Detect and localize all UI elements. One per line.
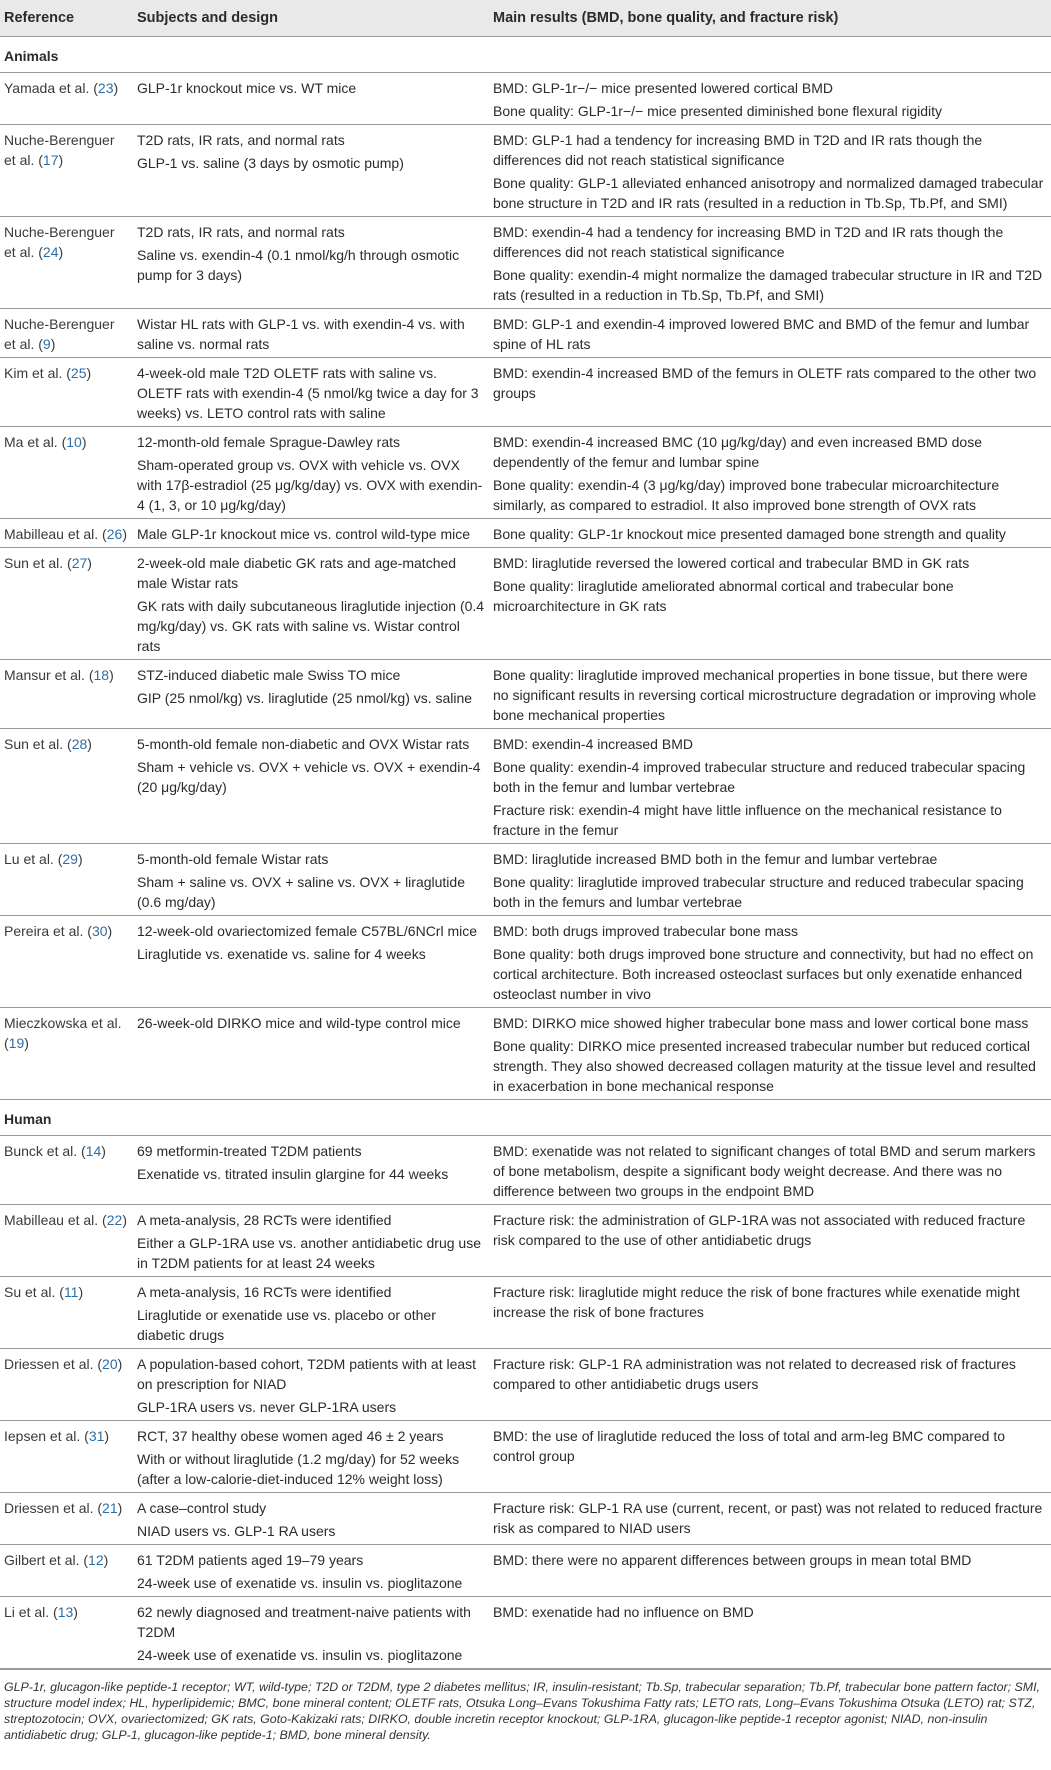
design-cell [133, 427, 489, 519]
results-cell [489, 844, 1051, 916]
results-cell [489, 729, 1051, 844]
reference-author: Sun et al. [4, 555, 64, 571]
design-line: GLP-1RA users vs. never GLP-1RA users [137, 1399, 397, 1415]
design-cell [133, 125, 489, 217]
design-line: Liraglutide vs. exenatide vs. saline for 4 weeks [137, 946, 426, 962]
reference-cell: Nuche-Berenguer et al. (9) [0, 309, 133, 358]
citation-link[interactable]: 22 [106, 1212, 123, 1228]
result-line: Bone quality: GLP-1r−/− mice presented diminished bone flexural rigidity [493, 103, 943, 119]
design-line: T2D rats, IR rats, and normal rats [137, 224, 345, 240]
result-line: BMD: exendin-4 increased BMC (10 μg/kg/day) and even increased BMD dose dependently of the femur and lumbar spine [493, 434, 982, 470]
citation-link[interactable]: 19 [8, 1035, 25, 1051]
result-line: BMD: exenatide had no influence on BMD [493, 1604, 754, 1620]
reference-cell: Gilbert et al. (12) [0, 1545, 133, 1597]
table-row [0, 1349, 1051, 1421]
result-line: Fracture risk: the administration of GLP-1RA was not associated with reduced fracture risk compared to the use of other antidiabetic drugs [493, 1212, 1026, 1248]
table-row [0, 1205, 1051, 1277]
design-line: GK rats with daily subcutaneous liraglutide injection (0.4 mg/kg/day) vs. GK rats with saline vs. Wistar control rats [137, 598, 485, 654]
result-line: BMD: GLP-1r−/− mice presented lowered cortical BMD [493, 80, 834, 96]
table-footnote: GLP-1r, glucagon-like peptide-1 receptor; WT, wild-type; T2D or T2DM, type 2 diabetes mellitus; IR, insulin-resistant; Tb.Sp, trabecular separation; Tb.Pf, trabecular bone pattern factor; SMI, structure model index; HL, hyperlipidemic; BMC, bone mineral content; OLETF rats, Otsuka Long–Evans Tokushima Fatty rats; LETO rats, Long–Evans Tokushima Otsuka (LETO) rat; STZ, streptozotocin; OVX, ovariectomized; GK rats, Goto-Kakizaki rats; DIRKO, double incretin receptor knockout; GLP-1RA, glucagon-like peptide-1 receptor agonist; NIAD, non-insulin antidiabetic drug; GLP-1, glucagon-like peptide-1; BMD, bone mineral density. [0, 1669, 1051, 1743]
design-line: 24-week use of exenatide vs. insulin vs. pioglitazone [137, 1575, 463, 1591]
results-cell [489, 1205, 1051, 1277]
design-cell [133, 729, 489, 844]
reference-author: Li et al. [4, 1604, 50, 1620]
results-cell [489, 1008, 1051, 1100]
reference-author: Lu et al. [4, 851, 54, 867]
results-cell [489, 548, 1051, 660]
result-line: Fracture risk: GLP-1 RA administration was not related to decreased risk of fractures compared to other antidiabetic drugs users [493, 1356, 1016, 1392]
citation-link[interactable]: 29 [62, 851, 78, 867]
result-line: Fracture risk: GLP-1 RA use (current, recent, or past) was not related to reduced fracture risk as compared to NIAD users [493, 1500, 1043, 1536]
reference-cell: Mansur et al. (18) [0, 660, 133, 729]
reference-author: Mieczkowska et al. [4, 1015, 122, 1031]
citation-link[interactable]: 21 [102, 1500, 118, 1516]
reference-cell: Driessen et al. (20) [0, 1349, 133, 1421]
design-line: Male GLP-1r knockout mice vs. control wild-type mice [137, 526, 470, 542]
table-row [0, 309, 1051, 358]
reference-author: Yamada et al. [4, 80, 90, 96]
design-line: 5-month-old female Wistar rats [137, 851, 329, 867]
table-row [0, 1545, 1051, 1597]
header-design: Subjects and design [133, 0, 489, 37]
reference-cell: Sun et al. (28) [0, 729, 133, 844]
results-cell [489, 1349, 1051, 1421]
design-line: 4-week-old male T2D OLETF rats with saline vs. OLETF rats with exendin-4 (5 nmol/kg twice a day for 3 weeks) vs. LETO control rats with saline [137, 365, 479, 421]
citation-link[interactable]: 26 [106, 526, 123, 542]
citation-link[interactable]: 12 [88, 1552, 104, 1568]
reference-author: Ma et al. [4, 434, 58, 450]
citation-link[interactable]: 25 [70, 365, 87, 381]
citation-link[interactable]: 30 [91, 923, 108, 939]
reference-author: Mabilleau et al. [4, 526, 99, 542]
header-reference: Reference [0, 0, 133, 37]
citation-link[interactable]: 27 [71, 555, 88, 571]
design-cell [133, 1205, 489, 1277]
design-line: NIAD users vs. GLP-1 RA users [137, 1523, 336, 1539]
result-line: Bone quality: both drugs improved bone structure and connectivity, but had no effect on cortical architecture. Both increased osteoclast surfaces but only exenatide enhanced osteoclast number in vivo [493, 946, 1034, 1002]
reference-cell: Li et al. (13) [0, 1597, 133, 1669]
reference-cell: Iepsen et al. (31) [0, 1421, 133, 1493]
reference-author: Driessen et al. [4, 1356, 94, 1372]
table-row [0, 548, 1051, 660]
result-line: BMD: exenatide was not related to significant changes of total BMD and serum markers of bone metabolism, despite a significant body weight decrease. And there was no difference between two groups in the endpoint BMD [493, 1143, 1036, 1199]
reference-author: Gilbert et al. [4, 1552, 80, 1568]
results-cell [489, 427, 1051, 519]
result-line: Bone quality: exendin-4 improved trabecular structure and reduced trabecular spacing both in the femur and lumbar vertebrae [493, 759, 1026, 795]
reference-author: Nuche-Berenguer et al. [4, 316, 115, 352]
design-line: A meta-analysis, 16 RCTs were identified [137, 1284, 392, 1300]
design-line: Either a GLP-1RA use vs. another antidiabetic drug use in T2DM patients for at least 24 weeks [137, 1235, 481, 1271]
design-line: 12-month-old female Sprague-Dawley rats [137, 434, 401, 450]
result-line: Bone quality: exendin-4 might normalize the damaged trabecular structure in IR and T2D rats (resulted in a reduction in Tb.Sp, Tb.Pf, and SMI) [493, 267, 1043, 303]
reference-cell: Su et al. (11) [0, 1277, 133, 1349]
table-row [0, 427, 1051, 519]
reference-author: Nuche-Berenguer et al. [4, 224, 115, 260]
reference-cell: Driessen et al. (21) [0, 1493, 133, 1545]
results-cell [489, 309, 1051, 358]
citation-link[interactable]: 24 [42, 244, 59, 260]
design-line: 5-month-old female non-diabetic and OVX Wistar rats [137, 736, 470, 752]
reference-cell: Ma et al. (10) [0, 427, 133, 519]
design-line: Liraglutide or exenatide use vs. placebo or other diabetic drugs [137, 1307, 436, 1343]
section-title: Animals [0, 37, 1051, 73]
design-line: 12-week-old ovariectomized female C57BL/6NCrl mice [137, 923, 478, 939]
reference-author: Mansur et al. [4, 667, 85, 683]
results-cell [489, 916, 1051, 1008]
design-cell [133, 660, 489, 729]
reference-cell: Bunck et al. (14) [0, 1136, 133, 1205]
results-cell [489, 1545, 1051, 1597]
table-row [0, 729, 1051, 844]
results-cell [489, 217, 1051, 309]
results-cell [489, 1277, 1051, 1349]
section-row [0, 1100, 1051, 1136]
design-line: GIP (25 nmol/kg) vs. liraglutide (25 nmol/kg) vs. saline [137, 690, 473, 706]
citation-link[interactable]: 28 [71, 736, 88, 752]
citation-link[interactable]: 23 [97, 80, 114, 96]
design-cell [133, 519, 489, 548]
result-line: Bone quality: liraglutide improved trabecular structure and reduced trabecular spacing both in the femurs and lumbar vertebrae [493, 874, 1024, 910]
result-line: Bone quality: GLP-1 alleviated enhanced anisotropy and normalized damaged trabecular bone structure in T2D and IR rats (resulted in a reduction in Tb.Sp, Tb.Pf, and SMI) [493, 175, 1044, 211]
design-line: Sham + vehicle vs. OVX + vehicle vs. OVX + exendin-4 (20 μg/kg/day) [137, 759, 481, 795]
reference-author: Iepsen et al. [4, 1428, 81, 1444]
design-line: GLP-1r knockout mice vs. WT mice [137, 80, 357, 96]
section-title: Human [0, 1100, 1051, 1136]
design-cell [133, 1277, 489, 1349]
citation-link[interactable]: 10 [66, 434, 82, 450]
result-line: Bone quality: DIRKO mice presented increased trabecular number but reduced cortical strength. They also showed decreased collagen maturity at the tissue level and resulted in exacerbation in bone mechanical response [493, 1038, 1036, 1094]
design-line: With or without liraglutide (1.2 mg/day) for 52 weeks (after a low-calorie-diet-induced 12% weight loss) [137, 1451, 460, 1487]
design-line: Sham + saline vs. OVX + saline vs. OVX + liraglutide (0.6 mg/day) [137, 874, 465, 910]
reference-author: Sun et al. [4, 736, 64, 752]
table-row [0, 844, 1051, 916]
table-row [0, 73, 1051, 125]
design-cell [133, 73, 489, 125]
result-line: Bone quality: liraglutide ameliorated abnormal cortical and trabecular bone microarchitecture in GK rats [493, 578, 954, 614]
design-line: 62 newly diagnosed and treatment-naive patients with T2DM [137, 1604, 471, 1640]
table-row [0, 660, 1051, 729]
citation-link[interactable]: 17 [42, 152, 59, 168]
result-line: Bone quality: liraglutide improved mechanical properties in bone tissue, but there were no significant results in reversing cortical microstructure degradation or improving whole bone mechanical properties [493, 667, 1037, 723]
citation-link[interactable]: 18 [93, 667, 110, 683]
result-line: BMD: GLP-1 had a tendency for increasing BMD in T2D and IR rats though the differences did not reach statistical significance [493, 132, 983, 168]
citation-link[interactable]: 11 [63, 1284, 79, 1300]
design-line: 69 metformin-treated T2DM patients [137, 1143, 362, 1159]
table-row [0, 1008, 1051, 1100]
results-cell [489, 73, 1051, 125]
design-cell [133, 1349, 489, 1421]
design-cell [133, 844, 489, 916]
design-line: 61 T2DM patients aged 19–79 years [137, 1552, 364, 1568]
results-cell [489, 1493, 1051, 1545]
reference-author: Driessen et al. [4, 1500, 94, 1516]
design-cell [133, 1421, 489, 1493]
reference-cell: Lu et al. (29) [0, 844, 133, 916]
design-line: Exenatide vs. titrated insulin glargine for 44 weeks [137, 1166, 449, 1182]
results-cell [489, 660, 1051, 729]
design-line: Saline vs. exendin-4 (0.1 nmol/kg/h through osmotic pump for 3 days) [137, 247, 460, 283]
table-header-row [0, 0, 1051, 37]
reference-author: Bunck et al. [4, 1143, 78, 1159]
table-row [0, 1597, 1051, 1669]
reference-cell: Yamada et al. (23) [0, 73, 133, 125]
table-body [0, 37, 1051, 1669]
result-line: Fracture risk: liraglutide might reduce the risk of bone fractures while exenatide might increase the risk of bone fractures [493, 1284, 1020, 1320]
design-line: Wistar HL rats with GLP-1 vs. with exendin-4 vs. with saline vs. normal rats [137, 316, 465, 352]
reference-cell: Nuche-Berenguer et al. (17) [0, 125, 133, 217]
reference-author: Nuche-Berenguer et al. [4, 132, 115, 168]
reference-author: Pereira et al. [4, 923, 84, 939]
design-line: Sham-operated group vs. OVX with vehicle vs. OVX with 17β-estradiol (25 μg/kg/day) vs. OVX with exendin-4 (1, 3, or 10 μg/kg/day) [137, 457, 483, 513]
design-line: A case–control study [137, 1500, 267, 1516]
design-line: 24-week use of exenatide vs. insulin vs. pioglitazone [137, 1647, 463, 1663]
design-cell [133, 1136, 489, 1205]
design-cell [133, 1493, 489, 1545]
design-line: T2D rats, IR rats, and normal rats [137, 132, 345, 148]
reference-cell: Pereira et al. (30) [0, 916, 133, 1008]
section-row [0, 37, 1051, 73]
design-cell [133, 1597, 489, 1669]
table-row [0, 1421, 1051, 1493]
design-cell [133, 1008, 489, 1100]
table-row [0, 1136, 1051, 1205]
results-cell [489, 1136, 1051, 1205]
header-results: Main results (BMD, bone quality, and fracture risk) [489, 0, 1051, 37]
citation-link[interactable]: 13 [57, 1604, 74, 1620]
citation-link[interactable]: 14 [85, 1143, 102, 1159]
design-cell [133, 1545, 489, 1597]
table-row [0, 916, 1051, 1008]
result-line: Bone quality: exendin-4 (3 μg/kg/day) improved bone trabecular microarchitecture similarly, as compared to estradiol. It also improved bone strength of OVX rats [493, 477, 1000, 513]
design-line: 26-week-old DIRKO mice and wild-type control mice [137, 1015, 461, 1031]
reference-author: Mabilleau et al. [4, 1212, 99, 1228]
design-cell [133, 916, 489, 1008]
reference-cell: Sun et al. (27) [0, 548, 133, 660]
result-line: Bone quality: GLP-1r knockout mice presented damaged bone strength and quality [493, 526, 1006, 542]
design-cell [133, 309, 489, 358]
results-cell [489, 519, 1051, 548]
result-line: BMD: there were no apparent differences between groups in mean total BMD [493, 1552, 972, 1568]
results-cell [489, 125, 1051, 217]
results-cell [489, 1421, 1051, 1493]
reference-author: Kim et al. [4, 365, 63, 381]
reference-cell: Kim et al. (25) [0, 358, 133, 427]
table-row [0, 217, 1051, 309]
result-line: BMD: exendin-4 increased BMD [493, 736, 693, 752]
result-line: BMD: exendin-4 increased BMD of the femurs in OLETF rats compared to the other two groups [493, 365, 1037, 401]
result-line: BMD: the use of liraglutide reduced the loss of total and arm-leg BMC compared to control group [493, 1428, 1006, 1464]
result-line: BMD: liraglutide reversed the lowered cortical and trabecular BMD in GK rats [493, 555, 970, 571]
table-row [0, 519, 1051, 548]
results-cell [489, 358, 1051, 427]
reference-author: Su et al. [4, 1284, 56, 1300]
citation-link[interactable]: 9 [42, 336, 51, 352]
design-line: STZ-induced diabetic male Swiss TO mice [137, 667, 401, 683]
citation-link[interactable]: 31 [88, 1428, 105, 1444]
result-line: BMD: DIRKO mice showed higher trabecular bone mass and lower cortical bone mass [493, 1015, 1029, 1031]
reference-cell: Mabilleau et al. (26) [0, 519, 133, 548]
design-line: A meta-analysis, 28 RCTs were identified [137, 1212, 392, 1228]
design-line: RCT, 37 healthy obese women aged 46 ± 2 years [137, 1428, 444, 1444]
citation-link[interactable]: 20 [102, 1356, 118, 1372]
table-row [0, 1493, 1051, 1545]
reference-cell: Nuche-Berenguer et al. (24) [0, 217, 133, 309]
design-cell [133, 548, 489, 660]
design-line: 2-week-old male diabetic GK rats and age-matched male Wistar rats [137, 555, 457, 591]
result-line: BMD: GLP-1 and exendin-4 improved lowered BMC and BMD of the femur and lumbar spine of HL rats [493, 316, 1030, 352]
design-cell [133, 358, 489, 427]
reference-cell: Mieczkowska et al. (19) [0, 1008, 133, 1100]
design-line: GLP-1 vs. saline (3 days by osmotic pump) [137, 155, 404, 171]
result-line: BMD: liraglutide increased BMD both in the femur and lumbar vertebrae [493, 851, 938, 867]
design-line: A population-based cohort, T2DM patients with at least on prescription for NIAD [137, 1356, 477, 1392]
table-row [0, 1277, 1051, 1349]
table-row [0, 358, 1051, 427]
result-line: BMD: both drugs improved trabecular bone mass [493, 923, 799, 939]
results-cell [489, 1597, 1051, 1669]
result-line: Fracture risk: exendin-4 might have little influence on the mechanical resistance to fracture in the femur [493, 802, 1002, 838]
result-line: BMD: exendin-4 had a tendency for increasing BMD in T2D and IR rats though the differences did not reach statistical significance [493, 224, 1004, 260]
reference-cell: Mabilleau et al. (22) [0, 1205, 133, 1277]
table-row [0, 125, 1051, 217]
design-cell [133, 217, 489, 309]
